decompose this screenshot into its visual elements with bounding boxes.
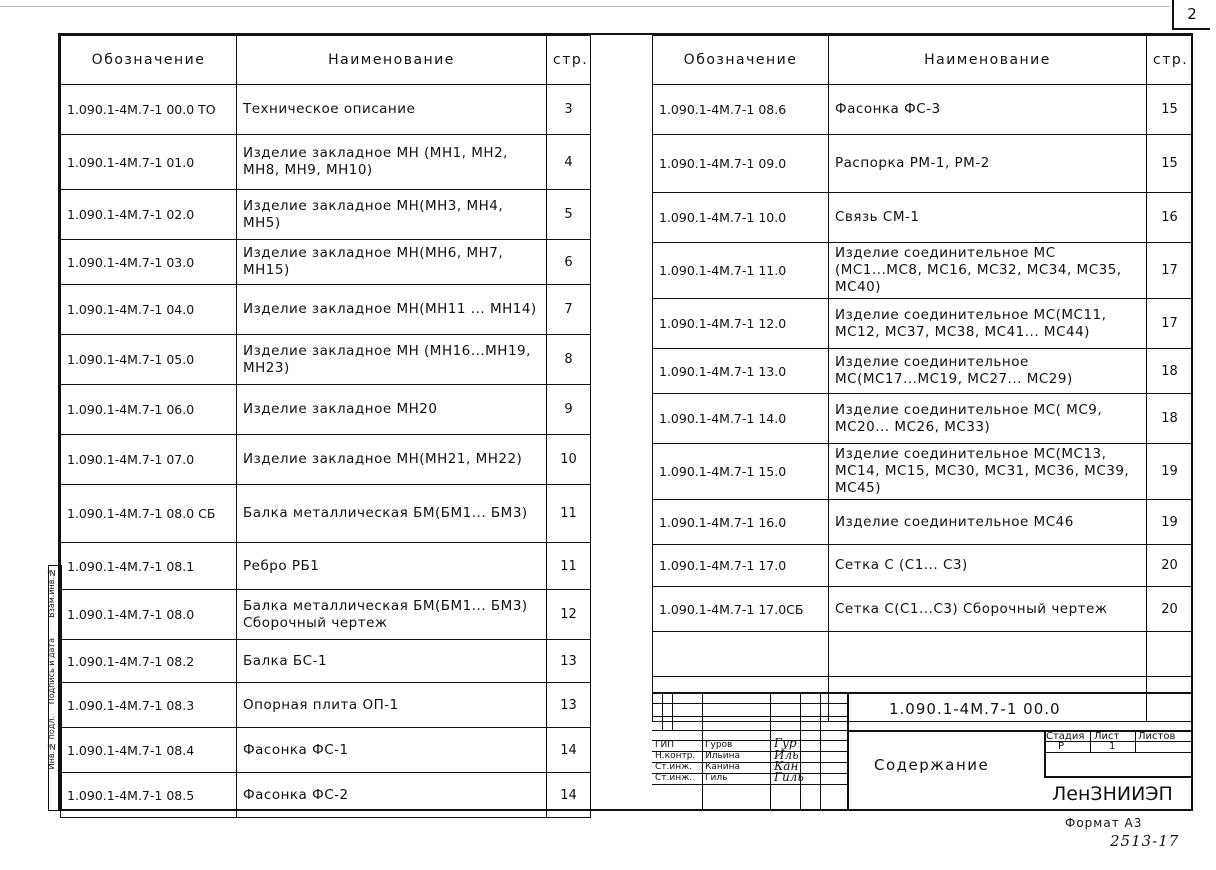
row-name: Фасонка ФС-2 (237, 773, 547, 818)
header-page: стр. (547, 36, 591, 85)
tb-person: Канина (705, 762, 741, 772)
row-name: Фасонка ФС-1 (237, 728, 547, 773)
row-code: 1.090.1-4М.7-1 14.0 (653, 394, 829, 444)
table-row (61, 385, 591, 435)
row-code: 1.090.1-4М.7-1 05.0 (61, 335, 237, 385)
row-page: 18 (1147, 394, 1193, 444)
row-code: 1.090.1-4М.7-1 02.0 (61, 190, 237, 240)
row-name: Связь СМ-1 (829, 193, 1147, 243)
row-name: Изделие закладное МН(МН21, МН22) (237, 435, 547, 485)
row-name: Изделие соединительное МС( МС9, МС20... МС26, МС33) (829, 394, 1147, 444)
tb-sheet: 1 (1109, 741, 1116, 752)
table-row (61, 683, 591, 728)
tb-person: Гиль (705, 773, 728, 783)
row-code: 1.090.1-4М.7-1 16.0 (653, 500, 829, 545)
row-name: Изделие соединительное МС(МС11, МС12, МС37, МС38, МС41... МС44) (829, 299, 1147, 349)
row-code: 1.090.1-4М.7-1 08.4 (61, 728, 237, 773)
row-name: Балка металлическая БМ(БМ1... БМ3) Сборочный чертеж (237, 590, 547, 640)
header-code: Обозначение (61, 36, 237, 85)
table-row (653, 243, 1193, 299)
tb-person: Гуров (705, 740, 733, 750)
table-row (61, 773, 591, 818)
row-code: 1.090.1-4М.7-1 08.5 (61, 773, 237, 818)
tb-organization: ЛенЗНИИЭП (1052, 783, 1173, 805)
row-page: 13 (547, 640, 591, 683)
row-code: 1.090.1-4М.7-1 03.0 (61, 240, 237, 285)
row-page: 17 (1147, 299, 1193, 349)
row-code: 1.090.1-4М.7-1 08.3 (61, 683, 237, 728)
row-name: Балка металлическая БМ(БМ1... БМ3) (237, 485, 547, 543)
row-code: 1.090.1-4М.7-1 11.0 (653, 243, 829, 299)
tb-stage: Р (1058, 741, 1065, 752)
row-code: 1.090.1-4М.7-1 17.0СБ (653, 587, 829, 632)
row-name: Фасонка ФС-3 (829, 85, 1147, 135)
table-row (61, 85, 591, 135)
tb-title: Содержание (874, 756, 990, 774)
row-page: 13 (547, 683, 591, 728)
header-page: стр. (1147, 36, 1193, 85)
row-page: 3 (547, 85, 591, 135)
tb-stage-label: Стадия (1046, 731, 1085, 742)
table-row (61, 728, 591, 773)
tb-signature: Кан (774, 759, 799, 773)
row-code: 1.090.1-4М.7-1 10.0 (653, 193, 829, 243)
row-name: Сетка С(С1...С3) Сборочный чертеж (829, 587, 1147, 632)
row-code: 1.090.1-4М.7-1 04.0 (61, 285, 237, 335)
scan-line (0, 6, 1170, 7)
row-page: 11 (547, 485, 591, 543)
row-page: 15 (1147, 135, 1193, 193)
row-code: 1.090.1-4М.7-1 01.0 (61, 135, 237, 190)
archive-number: 2513-17 (1110, 832, 1180, 850)
table-row (653, 85, 1193, 135)
header-name: Наименование (829, 36, 1147, 85)
row-name: Изделие соединительное МС (МС1...МС8, МС16, МС32, МС34, МС35, МС40) (829, 243, 1147, 299)
row-name: Опорная плита ОП-1 (237, 683, 547, 728)
row-code: 1.090.1-4М.7-1 08.1 (61, 543, 237, 590)
row-page: 20 (1147, 587, 1193, 632)
table-row (653, 299, 1193, 349)
row-page: 14 (547, 773, 591, 818)
table-row (61, 485, 591, 543)
row-page: 10 (547, 435, 591, 485)
row-page (1147, 632, 1193, 677)
table-row (653, 632, 1193, 677)
row-name: Изделие соединительное МС(МС13, МС14, МС15, МС30, МС31, МС36, МС39, МС45) (829, 444, 1147, 500)
table-row (653, 193, 1193, 243)
row-name: Техническое описание (237, 85, 547, 135)
row-code (653, 632, 829, 677)
tb-signature: Иль (774, 748, 799, 762)
table-row (61, 285, 591, 335)
row-code: 1.090.1-4М.7-1 15.0 (653, 444, 829, 500)
row-name: Распорка РМ-1, РМ-2 (829, 135, 1147, 193)
tb-role: Ст.инж. (655, 762, 693, 772)
row-code: 1.090.1-4М.7-1 00.0 ТО (61, 85, 237, 135)
row-name: Изделие закладное МН(МН11 ... МН14) (237, 285, 547, 335)
strip-label-inv: Инв.№ подл. (47, 716, 56, 770)
table-header-row (61, 36, 591, 85)
tb-signature: Гиль (774, 770, 804, 784)
sheet-number: 2 (1172, 0, 1210, 30)
row-name: Изделие закладное МН (МН16...МН19, МН23) (237, 335, 547, 385)
tb-sheets-label: Листов (1138, 731, 1176, 742)
tb-role: Н.контр. (655, 751, 696, 761)
row-name: Изделие закладное МН(МН3, МН4, МН5) (237, 190, 547, 240)
row-page: 4 (547, 135, 591, 190)
table-row (61, 135, 591, 190)
row-page: 17 (1147, 243, 1193, 299)
title-block (652, 692, 1192, 811)
approval-strip (48, 565, 62, 811)
tb-person: Ильина (705, 751, 741, 761)
table-row (61, 590, 591, 640)
row-page: 12 (547, 590, 591, 640)
table-header-row (653, 36, 1193, 85)
row-code: 1.090.1-4М.7-1 17.0 (653, 545, 829, 587)
table-row (653, 444, 1193, 500)
table-row (61, 640, 591, 683)
row-page: 15 (1147, 85, 1193, 135)
tb-designation: 1.090.1-4М.7-1 00.0 (889, 700, 1061, 718)
table-row (653, 394, 1193, 444)
row-code: 1.090.1-4М.7-1 08.6 (653, 85, 829, 135)
row-name: Изделие закладное МН (МН1, МН2, МН8, МН9, МН10) (237, 135, 547, 190)
table-row (61, 240, 591, 285)
row-page: 19 (1147, 500, 1193, 545)
row-page: 11 (547, 543, 591, 590)
row-name: Изделие закладное МН20 (237, 385, 547, 435)
table-row (653, 587, 1193, 632)
table-row (653, 135, 1193, 193)
row-name: Ребро РБ1 (237, 543, 547, 590)
row-name (829, 632, 1147, 677)
row-code: 1.090.1-4М.7-1 08.0 (61, 590, 237, 640)
row-name: Изделие соединительное МС46 (829, 500, 1147, 545)
row-name: Сетка С (С1... С3) (829, 545, 1147, 587)
row-name: Изделие соединительное МС(МС17...МС19, МС27... МС29) (829, 349, 1147, 394)
row-page: 20 (1147, 545, 1193, 587)
table-row (61, 435, 591, 485)
row-code: 1.090.1-4М.7-1 08.2 (61, 640, 237, 683)
row-page: 9 (547, 385, 591, 435)
row-code: 1.090.1-4М.7-1 08.0 СБ (61, 485, 237, 543)
table-row (653, 349, 1193, 394)
contents-table-right (652, 35, 1193, 722)
row-name: Балка БС-1 (237, 640, 547, 683)
tb-signature: Гур (774, 736, 797, 750)
table-row (653, 500, 1193, 545)
row-page: 14 (547, 728, 591, 773)
strip-label-replace: Взам.инв.№ (47, 568, 56, 618)
table-row (61, 190, 591, 240)
contents-table-left (60, 35, 591, 818)
header-code: Обозначение (653, 36, 829, 85)
row-code: 1.090.1-4М.7-1 12.0 (653, 299, 829, 349)
row-page: 16 (1147, 193, 1193, 243)
table-row (653, 545, 1193, 587)
row-code: 1.090.1-4М.7-1 09.0 (653, 135, 829, 193)
row-page: 8 (547, 335, 591, 385)
format-label: Формат А3 (1065, 816, 1143, 830)
row-code: 1.090.1-4М.7-1 07.0 (61, 435, 237, 485)
table-row (61, 543, 591, 590)
tb-role: ГИП (655, 740, 674, 750)
strip-label-sign: Подпись и дата (47, 638, 56, 705)
row-code: 1.090.1-4М.7-1 06.0 (61, 385, 237, 435)
row-page: 6 (547, 240, 591, 285)
row-page: 5 (547, 190, 591, 240)
table-row (61, 335, 591, 385)
row-page: 19 (1147, 444, 1193, 500)
tb-sheet-label: Лист (1094, 731, 1120, 742)
row-name: Изделие закладное МН(МН6, МН7, МН15) (237, 240, 547, 285)
tb-role: Ст.инж. (655, 773, 693, 783)
row-page: 18 (1147, 349, 1193, 394)
row-page: 7 (547, 285, 591, 335)
header-name: Наименование (237, 36, 547, 85)
row-code: 1.090.1-4М.7-1 13.0 (653, 349, 829, 394)
